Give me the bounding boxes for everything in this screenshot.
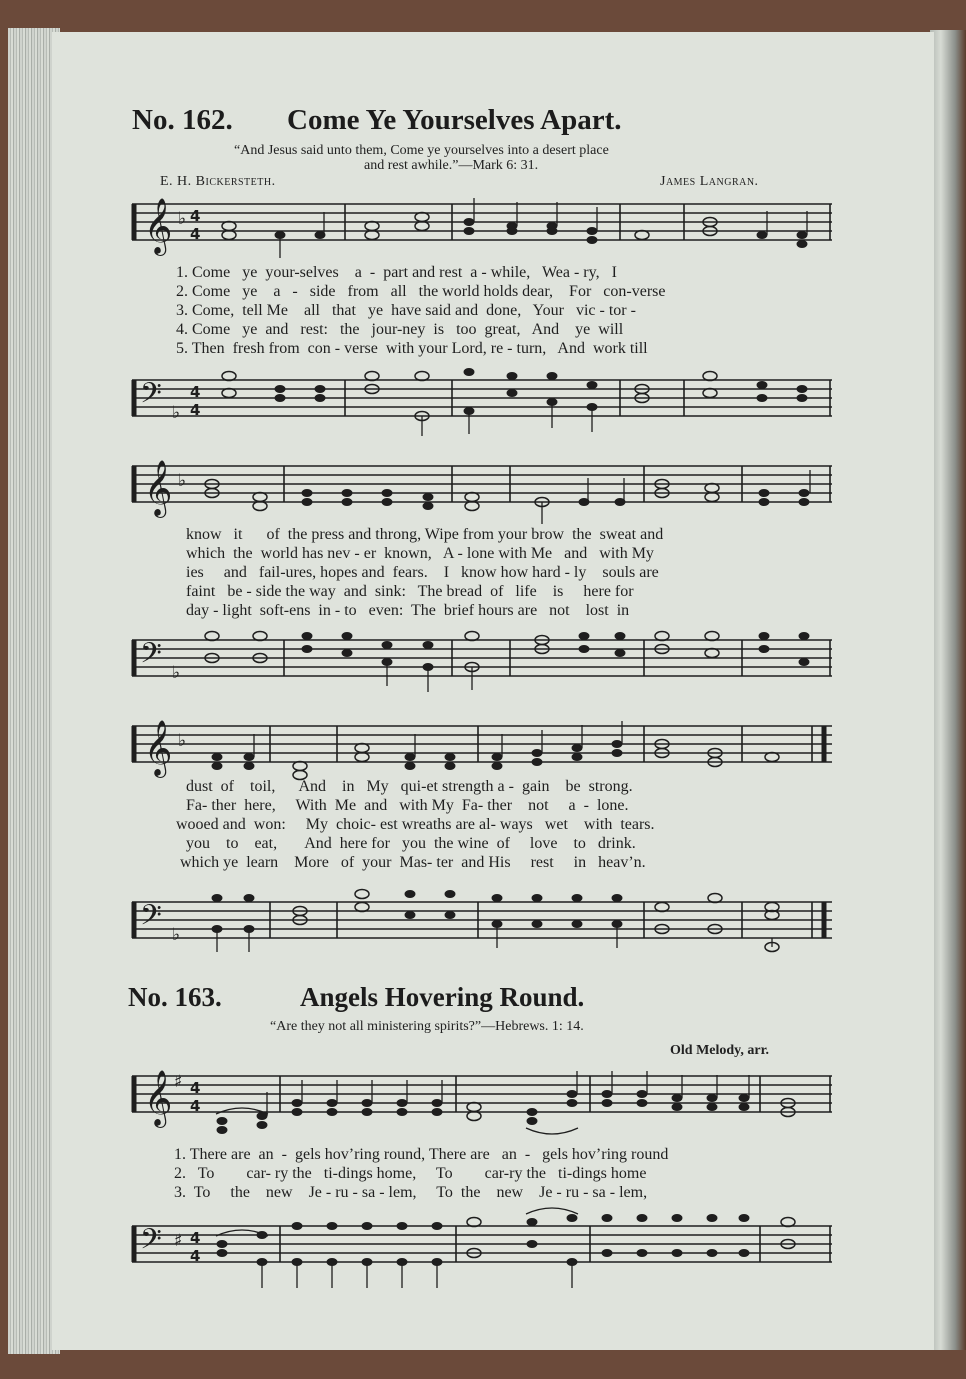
svg-text:𝄞: 𝄞: [144, 198, 173, 254]
svg-text:𝄢: 𝄢: [140, 377, 162, 417]
hymn-title: Come Ye Yourselves Apart.: [287, 104, 622, 136]
svg-text:♭: ♭: [172, 925, 181, 945]
verse-line-5: which ye learn More of your Mas- ter and His rest in heav’n.: [180, 854, 646, 871]
composer-credit: Old Melody, arr.: [670, 1043, 770, 1058]
verse-line-1: 1. There are an - gels hov’ring round, There are an - gels hov’ring round: [174, 1146, 669, 1163]
svg-text:4: 4: [190, 401, 201, 419]
svg-text:𝄢: 𝄢: [140, 899, 162, 939]
verse-line-3: wooed and won: My choic- est wreaths are al- ways wet with tears.: [176, 816, 655, 833]
svg-text:4: 4: [190, 1097, 201, 1115]
svg-text:𝄞: 𝄞: [144, 460, 173, 516]
svg-text:♭: ♭: [172, 403, 181, 423]
verse-line-4: faint be - side the way and sink: The bread of life is here for: [186, 583, 634, 600]
composer-credit: James Langran.: [660, 174, 759, 189]
svg-text:𝄢: 𝄢: [140, 1223, 162, 1263]
svg-text:4: 4: [190, 383, 201, 401]
svg-text:4: 4: [190, 1229, 201, 1247]
epigraph: “Are they not all ministering spirits?”—Hebrews. 1: 14.: [270, 1019, 584, 1034]
treble-staff-system-3: [132, 722, 834, 782]
svg-text:♭: ♭: [172, 663, 181, 683]
verse-line-4: 4. Come ye and rest: the jour-ney is too great, And ye will: [176, 321, 624, 338]
treble-staff-hymn-163: [132, 1072, 834, 1132]
hymn-title: Angels Hovering Round.: [300, 982, 585, 1012]
verse-line-3: ies and fail-ures, hopes and fears. I know how hard - ly souls are: [186, 564, 659, 581]
lyricist-credit: E. H. Bickersteth.: [160, 174, 276, 189]
bass-staff-system-2: [132, 636, 834, 696]
bass-staff-hymn-163: [132, 1222, 834, 1282]
svg-text:𝄞: 𝄞: [144, 1070, 173, 1126]
book-gutter: [930, 30, 966, 1350]
svg-text:♯: ♯: [174, 1231, 183, 1251]
treble-staff-system-1: [132, 200, 834, 260]
bass-staff-system-3: [132, 898, 834, 958]
verse-line-2: 2. To car- ry the ti-dings home, To car-ry the ti-dings home: [174, 1165, 647, 1182]
svg-text:♭: ♭: [178, 471, 187, 491]
verse-line-1: dust of toil, And in My qui-et strength a - gain be strong.: [186, 778, 633, 795]
verse-line-3: 3. To the new Je - ru - sa - lem, To the new Je - ru - sa - lem,: [174, 1184, 648, 1201]
verse-line-2: Fa- ther here, With Me and with My Fa- ther not a - lone.: [186, 797, 629, 814]
svg-text:♯: ♯: [174, 1072, 183, 1092]
verse-line-2: 2. Come ye a - side from all the world holds dear, For con-verse: [176, 283, 666, 300]
treble-staff-system-2: [132, 462, 834, 522]
hymnal-page: [52, 32, 934, 1350]
svg-text:♭: ♭: [178, 731, 187, 751]
svg-text:♭: ♭: [178, 209, 187, 229]
verse-line-1: 1. Come ye your-selves a - part and rest a - while, Wea - ry, I: [176, 264, 617, 281]
hymn-number: No. 162.: [132, 104, 233, 136]
verse-line-5: 5. Then fresh from con - verse with your Lord, re - turn, And work till: [176, 340, 648, 357]
epigraph-reference: and rest awhile.”—Mark 6: 31.: [364, 158, 539, 173]
verse-line-5: day - light soft-ens in - to even: The brief hours are not lost in: [186, 602, 630, 619]
verse-line-2: which the world has nev - er known, A - lone with Me and with My: [186, 545, 654, 562]
verse-line-1: know it of the press and throng, Wipe from your brow the sweat and: [186, 526, 664, 543]
svg-text:𝄢: 𝄢: [140, 637, 162, 677]
svg-text:𝄞: 𝄞: [144, 720, 173, 776]
svg-text:4: 4: [190, 207, 201, 225]
verse-line-3: 3. Come, tell Me all that ye have said and done, Your vic - tor -: [176, 302, 636, 319]
bass-staff-system-1: [132, 376, 834, 436]
hymn-number: No. 163.: [128, 982, 222, 1012]
epigraph: “And Jesus said unto them, Come ye yourselves into a desert place: [234, 143, 609, 158]
verse-line-4: you to eat, And here for you the wine of love to drink.: [186, 835, 636, 852]
svg-text:4: 4: [190, 225, 201, 243]
svg-text:4: 4: [190, 1079, 201, 1097]
svg-text:4: 4: [190, 1247, 201, 1265]
